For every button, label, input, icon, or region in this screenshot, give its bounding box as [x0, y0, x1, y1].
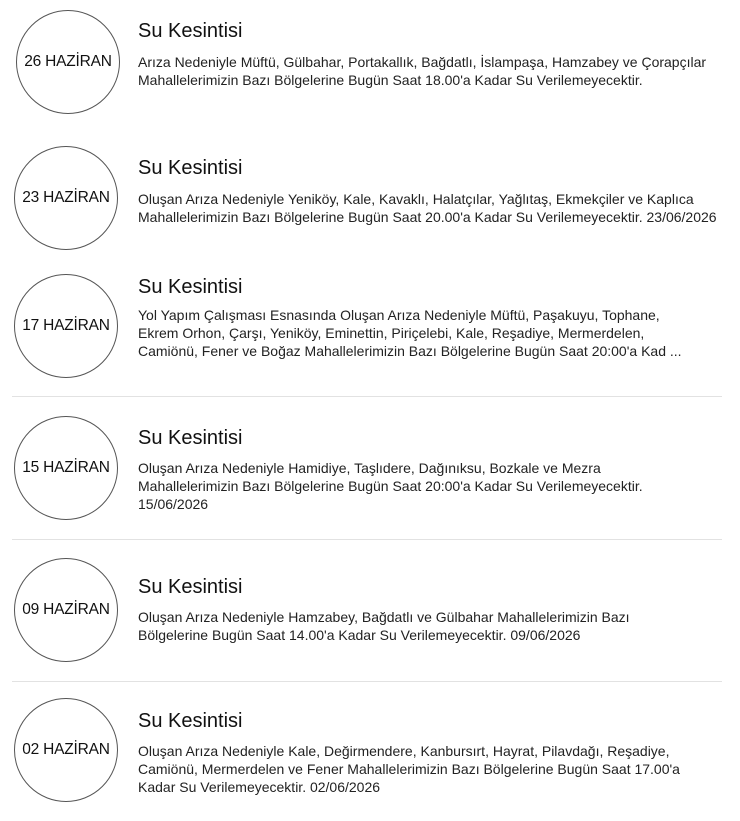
- date-label: 23 HAZİRAN: [22, 189, 110, 206]
- item-title[interactable]: Su Kesintisi: [138, 20, 243, 42]
- date-circle: [14, 146, 118, 250]
- date-label: 17 HAZİRAN: [22, 317, 110, 334]
- date-label: 15 HAZİRAN: [22, 459, 110, 476]
- date-circle: [16, 10, 120, 114]
- date-label: 09 HAZİRAN: [22, 601, 110, 618]
- date-circle: [14, 274, 118, 378]
- item-description: Yol Yapım Çalışması Esnasında Oluşan Arıza Nedeniyle Müftü, Paşakuyu, Tophane, Ekrem Orhon, Çarşı, Yeniköy, Eminettin, Piriçelebi, Kale, Reşadiye, Mermerdelen, Camiönü, Fener ve Boğaz Mahallelerimizin Bazı Bölgelerine Bugün Saat 20:00'a Kad ...: [138, 307, 682, 359]
- item-title[interactable]: Su Kesintisi: [138, 157, 243, 179]
- divider: [12, 539, 722, 540]
- item-description: Arıza Nedeniyle Müftü, Gülbahar, Portakallık, Bağdatlı, İslampaşa, Hamzabey ve Çorapçılar Mahallelerimizin Bazı Bölgelerine Bugün Saat 18.00'a Kadar Su Verilemeyecektir.: [138, 54, 707, 88]
- item-title[interactable]: Su Kesintisi: [138, 276, 243, 298]
- item-title[interactable]: Su Kesintisi: [138, 576, 243, 598]
- divider: [12, 681, 722, 682]
- date-label: 02 HAZİRAN: [22, 741, 110, 758]
- divider: [12, 396, 722, 397]
- date-circle: [14, 416, 118, 520]
- item-description: Oluşan Arıza Nedeniyle Hamzabey, Bağdatlı ve Gülbahar Mahallelerimizin Bazı Bölgelerine Bugün Saat 14.00'a Kadar Su Verilemeyecektir. 09/06/2026: [138, 609, 630, 643]
- date-circle: [14, 698, 118, 802]
- item-title[interactable]: Su Kesintisi: [138, 710, 243, 732]
- date-circle: [14, 558, 118, 662]
- item-description: Oluşan Arıza Nedeniyle Kale, Değirmendere, Kanbursırt, Hayrat, Pilavdağı, Reşadiye, Camiönü, Mermerdelen ve Fener Mahallelerimizin Bazı Bölgelerine Bugün Saat 17.00'a Kadar Su Verilemeyecektir. 02/06/2026: [138, 743, 680, 795]
- item-title[interactable]: Su Kesintisi: [138, 427, 243, 449]
- item-description: Oluşan Arıza Nedeniyle Yeniköy, Kale, Kavaklı, Halatçılar, Yağlıtaş, Ekmekçiler ve Kaplıca Mahallelerimizin Bazı Bölgelerine Bugün Saat 20.00'a Kadar Su Verilemeyecektir. 23/06/2026: [138, 191, 717, 225]
- item-description: Oluşan Arıza Nedeniyle Hamidiye, Taşlıdere, Dağınıksu, Bozkale ve Mezra Mahallelerimizin Bazı Bölgelerine Bugün Saat 20:00'a Kadar Su Verilemeyecektir. 15/06/2026: [138, 460, 643, 512]
- date-label: 26 HAZİRAN: [24, 53, 112, 70]
